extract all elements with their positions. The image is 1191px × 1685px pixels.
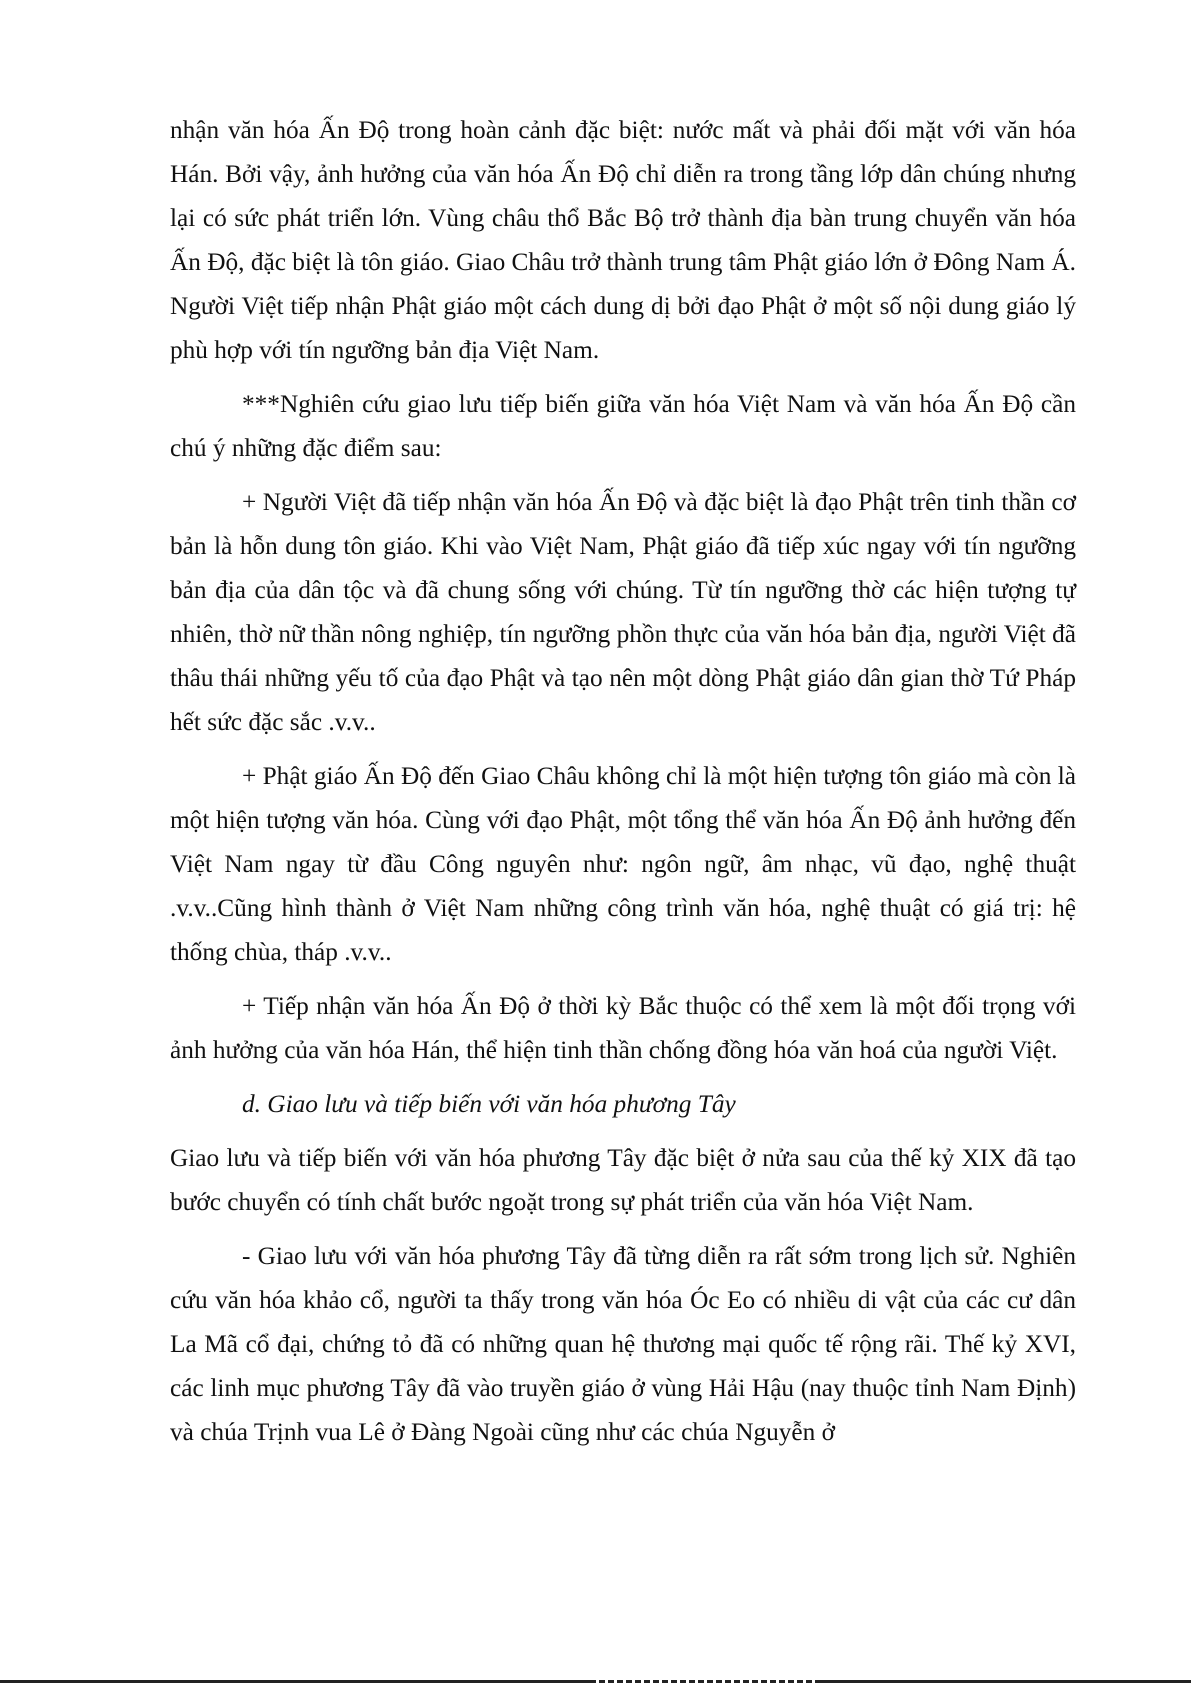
bottom-border-rule bbox=[0, 1680, 1191, 1683]
paragraph-point-cultural-phenomenon: + Phật giáo Ấn Độ đến Giao Châu không chỉ là một hiện tượng tôn giáo mà còn là một hiện tượng văn hóa. Cùng với đạo Phật, một tổng thể văn hóa Ấn Độ ảnh hưởng đến Việt Nam ngay từ đầu Công nguyên như: ngôn ngữ, âm nhạc, vũ đạo, nghệ thuật .v.v..Cũng hình thành ở Việt Nam những công trình văn hóa, nghệ thuật có giá trị: hệ thống chùa, tháp .v.v.. bbox=[170, 762, 1076, 966]
section-heading-western-culture: d. Giao lưu và tiếp biến với văn hóa phương Tây bbox=[242, 1090, 736, 1118]
paragraph-research-notes: ***Nghiên cứu giao lưu tiếp biến giữa văn hóa Việt Nam và văn hóa Ấn Độ cần chú ý những đặc điểm sau: bbox=[170, 390, 1076, 462]
paragraph-western-history: - Giao lưu với văn hóa phương Tây đã từng diễn ra rất sớm trong lịch sử. Nghiên cứu văn hóa khảo cổ, người ta thấy trong văn hóa Óc Eo có nhiều di vật của các cư dân La Mã cổ đại, chứng tỏ đã có những quan hệ thương mại quốc tế rộng rãi. Thế kỷ XVI, các linh mục phương Tây đã vào truyền giáo ở vùng Hải Hậu (nay thuộc tỉnh Nam Định) và chúa Trịnh vua Lê ở Đàng Ngoài cũng như các chúa Nguyễn ở bbox=[170, 1242, 1076, 1446]
paragraph-point-counterweight: + Tiếp nhận văn hóa Ấn Độ ở thời kỳ Bắc thuộc có thể xem là một đối trọng với ảnh hưởng của văn hóa Hán, thể hiện tinh thần chống đồng hóa văn hoá của người Việt. bbox=[170, 992, 1076, 1064]
bottom-border-dashed-segment bbox=[590, 1680, 820, 1683]
paragraph-western-intro: Giao lưu và tiếp biến với văn hóa phương Tây đặc biệt ở nửa sau của thế kỷ XIX đã tạo bước chuyển có tính chất bước ngoặt trong sự phát triển của văn hóa Việt Nam. bbox=[170, 1144, 1076, 1216]
paragraph-intro-continuation: nhận văn hóa Ấn Độ trong hoàn cảnh đặc biệt: nước mất và phải đối mặt với văn hóa Hán. Bởi vậy, ảnh hưởng của văn hóa Ấn Độ chỉ diễn ra trong tầng lớp dân chúng nhưng lại có sức phát triển lớn. Vùng châu thổ Bắc Bộ trở thành địa bàn trung chuyển văn hóa Ấn Độ, đặc biệt là tôn giáo. Giao Châu trở thành trung tâm Phật giáo lớn ở Đông Nam Á. Người Việt tiếp nhận Phật giáo một cách dung dị bởi đạo Phật ở một số nội dung giáo lý phù hợp với tín ngưỡng bản địa Việt Nam. bbox=[170, 116, 1076, 364]
document-page bbox=[170, 108, 1076, 1464]
paragraph-point-syncretism: + Người Việt đã tiếp nhận văn hóa Ấn Độ và đặc biệt là đạo Phật trên tinh thần cơ bản là hỗn dung tôn giáo. Khi vào Việt Nam, Phật giáo đã tiếp xúc ngay với tín ngưỡng bản địa của dân tộc và đã chung sống với chúng. Từ tín ngưỡng thờ các hiện tượng tự nhiên, thờ nữ thần nông nghiệp, tín ngưỡng phồn thực của văn hóa bản địa, người Việt đã thâu thái những yếu tố của đạo Phật và tạo nên một dòng Phật giáo dân gian thờ Tứ Pháp hết sức đặc sắc .v.v.. bbox=[170, 488, 1076, 736]
